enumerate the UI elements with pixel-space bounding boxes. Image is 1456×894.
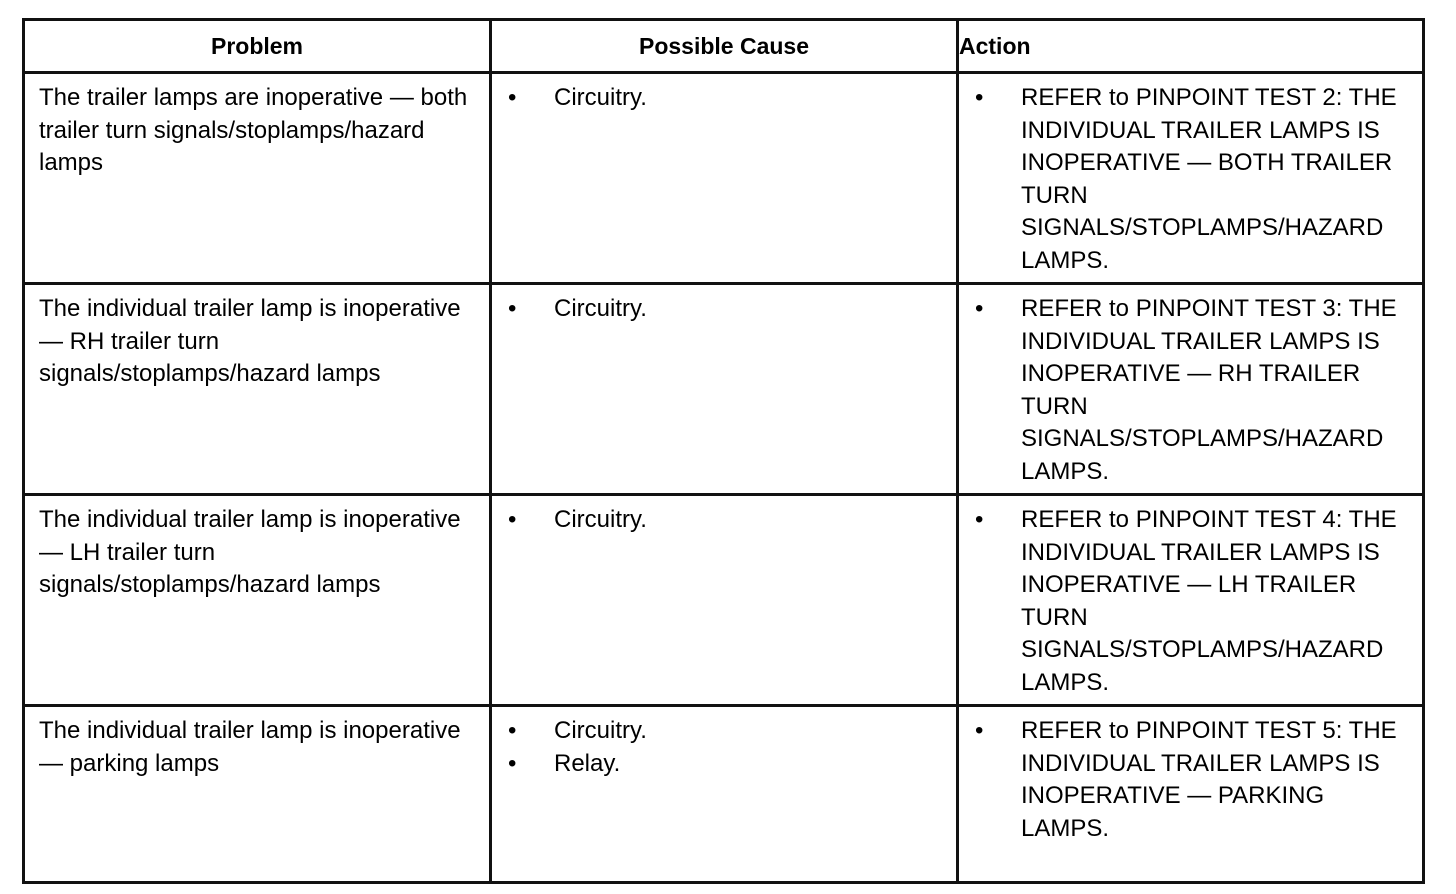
cause-list — [504, 293, 950, 326]
diagnosis-table — [22, 18, 1425, 884]
table-row — [24, 73, 1424, 284]
cause-item — [504, 715, 950, 748]
action-cell — [958, 706, 1424, 883]
action-item — [971, 504, 1416, 699]
action-text: REFER to PINPOINT TEST 5: THE INDIVIDUAL TRAILER LAMPS IS INOPERATIVE — PARKING LAMPS. — [1021, 717, 1397, 842]
bullet-icon: • — [975, 506, 984, 533]
header-action: Action — [958, 20, 1424, 73]
bullet-icon: • — [975, 717, 984, 744]
cause-item — [504, 293, 950, 326]
bullet-icon: • — [508, 506, 517, 533]
bullet-icon: • — [508, 84, 517, 111]
cause-text: Circuitry. — [554, 84, 647, 111]
action-text: REFER to PINPOINT TEST 2: THE INDIVIDUAL TRAILER LAMPS IS INOPERATIVE — BOTH TRAILER TURN SIGNALS/STOPLAMPS/HAZARD LAMPS. — [1021, 84, 1397, 274]
action-text: REFER to PINPOINT TEST 3: THE INDIVIDUAL TRAILER LAMPS IS INOPERATIVE — RH TRAILER TURN SIGNALS/STOPLAMPS/HAZARD LAMPS. — [1021, 295, 1397, 485]
problem-cell: The individual trailer lamp is inoperative — parking lamps — [24, 706, 491, 883]
table-row — [24, 706, 1424, 883]
cause-item — [504, 82, 950, 115]
problem-cell: The trailer lamps are inoperative — both trailer turn signals/stoplamps/hazard lamps — [24, 73, 491, 284]
cause-text: Circuitry. — [554, 295, 647, 322]
cause-item — [504, 748, 950, 781]
table-row — [24, 284, 1424, 495]
cause-list — [504, 82, 950, 115]
problem-cell: The individual trailer lamp is inoperative — LH trailer turn signals/stoplamps/hazard lamps — [24, 495, 491, 706]
cause-list — [504, 504, 950, 537]
cause-text: Circuitry. — [554, 506, 647, 533]
cause-cell — [491, 73, 958, 284]
header-problem: Problem — [24, 20, 491, 73]
cause-cell — [491, 495, 958, 706]
cause-text: Relay. — [554, 749, 621, 777]
action-list — [971, 504, 1416, 699]
cause-cell — [491, 706, 958, 883]
problem-cell: The individual trailer lamp is inoperative — RH trailer turn signals/stoplamps/hazard lamps — [24, 284, 491, 495]
bullet-icon: • — [975, 295, 984, 322]
bullet-icon: • — [508, 749, 517, 777]
bullet-icon: • — [508, 295, 517, 322]
action-list — [971, 82, 1416, 277]
action-cell — [958, 73, 1424, 284]
header-row — [24, 20, 1424, 73]
cause-text: Circuitry. — [554, 717, 647, 744]
cause-list — [504, 715, 950, 780]
action-text: REFER to PINPOINT TEST 4: THE INDIVIDUAL TRAILER LAMPS IS INOPERATIVE — LH TRAILER TURN SIGNALS/STOPLAMPS/HAZARD LAMPS. — [1021, 506, 1397, 696]
action-item — [971, 715, 1416, 845]
action-list — [971, 715, 1416, 845]
cause-item — [504, 504, 950, 537]
action-item — [971, 82, 1416, 277]
action-cell — [958, 495, 1424, 706]
table-row — [24, 495, 1424, 706]
cause-cell — [491, 284, 958, 495]
action-cell — [958, 284, 1424, 495]
action-item — [971, 293, 1416, 488]
header-possible-cause: Possible Cause — [491, 20, 958, 73]
bullet-icon: • — [975, 84, 984, 111]
bullet-icon: • — [508, 717, 517, 744]
action-list — [971, 293, 1416, 488]
